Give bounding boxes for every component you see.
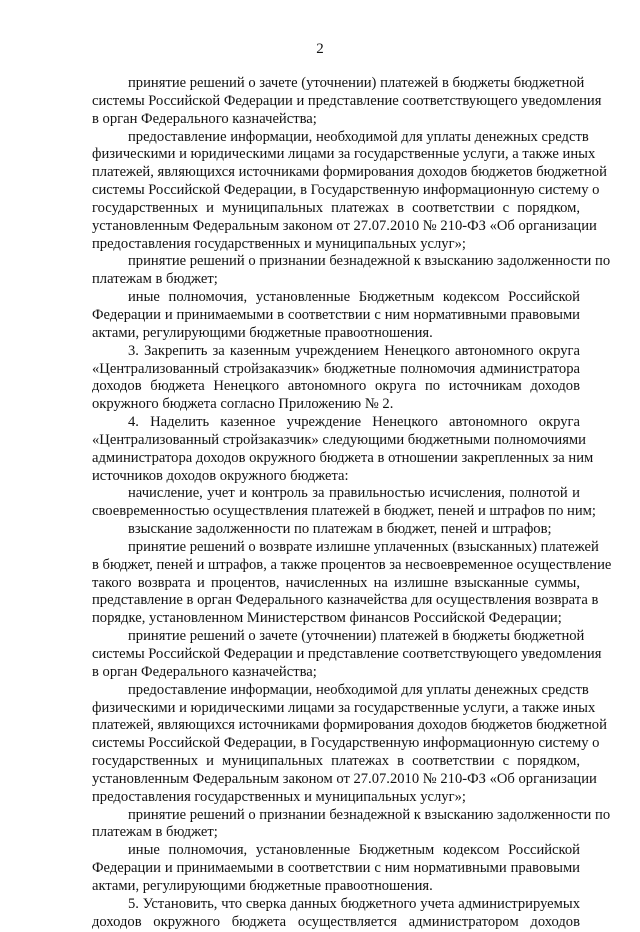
text-line: такого возврата и процентов, начисленных на излишне взысканные суммы,: [92, 574, 580, 591]
text-line: принятие решений о признании безнадежной к взысканию задолженности по: [128, 253, 611, 270]
text-line: системы Российской Федерации, в Государственную информационную систему о: [92, 735, 600, 752]
paragraph: [92, 806, 611, 843]
text-line: установленным Федеральным законом от 27.07.2010 № 210-ФЗ «Об организации: [92, 770, 597, 787]
text-line: системы Российской Федерации, в Государственную информационную систему о: [92, 182, 600, 199]
text-line: государственных и муниципальных платежах в соответствии с порядком,: [92, 199, 580, 216]
paragraph: [92, 681, 607, 807]
paragraph: [92, 485, 596, 521]
text-line: системы Российской Федерации и представление соответствующего уведомления: [92, 646, 602, 662]
paragraph: [92, 289, 580, 343]
text-line: предоставления государственных и муниципальных услуг»;: [92, 788, 466, 805]
text-line: в орган Федерального казначейства;: [92, 663, 317, 680]
text-line: платежей, являющихся источниками формирования доходов бюджетов бюджетной: [92, 717, 607, 734]
text-line: доходов окружного бюджета осуществляется администратором доходов: [92, 913, 580, 930]
text-line: иные полномочия, установленные Бюджетным кодексом Российской: [128, 289, 580, 306]
text-line: Федерации и принимаемыми в соответствии с ним нормативными правовыми: [92, 860, 580, 877]
text-line: физическими и юридическими лицами за государственные услуги, а также иных: [92, 699, 596, 716]
text-line: принятие решений о зачете (уточнении) платежей в бюджеты бюджетной: [128, 628, 585, 645]
text-line: доходов бюджета Ненецкого автономного округа по источникам доходов: [92, 378, 580, 395]
page-number: 2: [316, 41, 324, 57]
text-line: 3. Закрепить за казенным учреждением Ненецкого автономного округа: [128, 342, 580, 359]
text-line: предоставление информации, необходимой для уплаты денежных средств: [128, 681, 589, 698]
text-line: 5. Установить, что сверка данных бюджетного учета администрируемых: [128, 895, 580, 912]
text-line: актами, регулирующими бюджетные правоотношения.: [92, 324, 433, 341]
text-line: актами, регулирующими бюджетные правоотношения.: [92, 877, 433, 894]
text-line: платежей, являющихся источниками формирования доходов бюджетов бюджетной: [92, 164, 607, 181]
text-line: своевременностью осуществления платежей в бюджет, пеней и штрафов по ним;: [92, 503, 596, 520]
text-line: «Централизованный стройзаказчик» следующими бюджетными полномочиями: [92, 431, 586, 448]
text-line: установленным Федеральным законом от 27.07.2010 № 210-ФЗ «Об организации: [92, 217, 597, 234]
text-line: платежам в бюджет;: [92, 271, 218, 288]
text-line: предоставление информации, необходимой для уплаты денежных средств: [128, 128, 589, 145]
text-line: физическими и юридическими лицами за государственные услуги, а также иных: [92, 146, 596, 163]
text-line: окружного бюджета согласно Приложению № 2.: [92, 396, 394, 413]
text-line: взыскание задолженности по платежам в бюджет, пеней и штрафов;: [128, 521, 552, 538]
text-line: Федерации и принимаемыми в соответствии с ним нормативными правовыми: [92, 306, 580, 323]
paragraph: [92, 128, 607, 254]
text-line: платежам в бюджет;: [92, 824, 218, 841]
text-line: в орган Федерального казначейства;: [92, 110, 317, 127]
text-line: принятие решений о возврате излишне уплаченных (взысканных) платежей: [128, 538, 599, 555]
paragraph: [92, 896, 580, 932]
paragraph: [92, 521, 580, 539]
text-line: в бюджет, пеней и штрафов, а также процентов за несвоевременное осуществление: [92, 556, 612, 573]
text-line: представление в орган Федерального казначейства для осуществления возврата в: [92, 592, 599, 609]
text-line: администратора доходов окружного бюджета в отношении закрепленных за ним: [92, 449, 594, 466]
paragraph: [92, 343, 580, 414]
paragraph: [92, 414, 594, 485]
text-line: предоставления государственных и муниципальных услуг»;: [92, 235, 466, 252]
paragraph: [92, 253, 611, 289]
text-line: принятие решений о признании безнадежной к взысканию задолженности по: [128, 806, 611, 823]
text-line: «Централизованный стройзаказчик» бюджетные полномочия администратора: [92, 360, 580, 377]
paragraph: [92, 842, 580, 896]
text-line: 4. Наделить казенное учреждение Ненецкого автономного округа: [128, 414, 580, 431]
text-line: начисление, учет и контроль за правильностью исчисления, полнотой и: [128, 485, 580, 502]
paragraph: [92, 538, 612, 628]
text-line: источников доходов окружного бюджета:: [92, 467, 349, 484]
paragraph: [92, 628, 602, 682]
text-line: системы Российской Федерации и представление соответствующего уведомления: [92, 92, 602, 109]
document-body: [92, 75, 612, 932]
text-line: порядке, установленном Министерством финансов Российской Федерации;: [92, 610, 562, 627]
text-line: принятие решений о зачете (уточнении) платежей в бюджеты бюджетной: [128, 75, 585, 91]
paragraph: [92, 75, 602, 129]
text-line: государственных и муниципальных платежах в соответствии с порядком,: [92, 753, 580, 770]
text-line: иные полномочия, установленные Бюджетным кодексом Российской: [128, 842, 580, 859]
